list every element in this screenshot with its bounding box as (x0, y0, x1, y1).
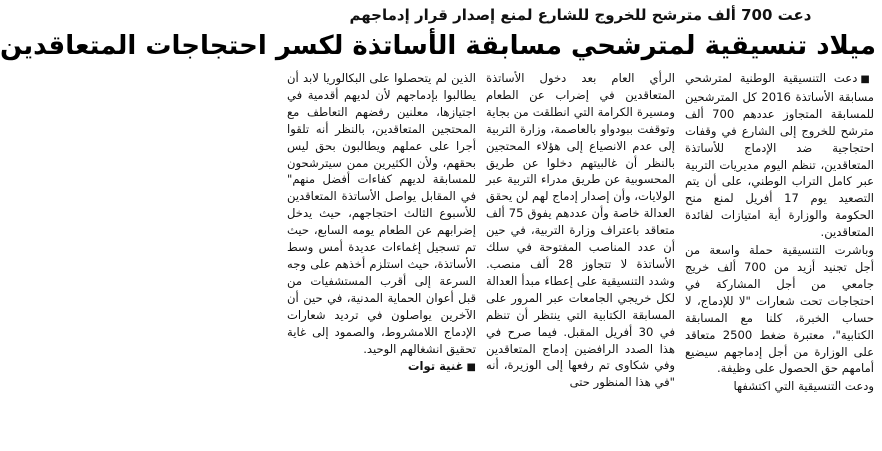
article-paragraph: الذين لم يتحصلوا على البكالوريا لابد أن يطالبوا بإدماجهم لأن لديهم أقدمية في اجتيازها، معلنين رفضهم التعاطف مع المحتجين المتعاقدين، بالنظر أنه تلقوا أجرا على عملهم ويطالبون بحق ليس بحقهم، ولأن الكثيرين ممن سيترشحون للمسابقة لديهم كفاءات أفضل منهم" في المقابل يواصل الأساتذة المتعاقدين للأسبوع الثالث احتجاجهم، حيث يدخل إضرابهم عن الطعام يومه السابع، حيث تم تسجيل إغماءات عديدة أمس وسط الأساتذة، حيث استلزم أخذهم على وجه السرعة إلى أقرب المستشفيات من قبل أعوان الحماية المدنية، في حين أن الآخرين يواصلون في ترديد شعارات الإدماج اللامشروط، والصمود إلى غاية تحقيق انشغالهم الوحيد. (287, 71, 476, 356)
article-byline: ■غنية توات (407, 359, 476, 374)
article-paragraph: ■دعت التنسيقية الوطنية لمترشحي مسابقة الأساتذة 2016 كل المترشحين للمسابقة المتجاوز عددهم 700 ألف مترشح للخروج إلى الشارع في وقفات احتجاجية ضد الإدماج للأساتذة المتعاقدين، تنظم اليوم مديريات التربية عبر كامل التراب الوطني، على أن يتم التصعيد يوم 17 أفريل لمنع منح الحكومة والوزارة أية امتيازات لفائدة المتعاقدين. (685, 71, 875, 240)
article-paragraph: الرأي العام بعد دخول الأساتذة المتعاقدين في إضراب عن الطعام ومسيرة الكرامة التي انطلقت من بجاية وتوقفت ببودواو بالعاصمة، وزارة التربية إلى عدم الانصياع إلى هؤلاء المحتجين بالنظر أن غالبيتهم دخلوا عن طريق المحسوبية عن طريق مدراء التربية عبر الولايات، وأن إصدار إدماج لهم لن يحقق العدالة خاصة وأن عددهم يفوق 75 ألف متعاقد باعتراف وزارة التربية، في حين أن عدد المناصب المفتوحة في سلك الأساتذة لا تتجاوز 28 ألف منصب. وشدد التنسيقية على إعطاء مبدأ العدالة لكل خريجي الجامعات عبر المرور على المسابقة الكتابية التي ينتظر أن تنظم في 30 أفريل المقبل. فيما صرح في هذا الصدد الرافضين إدماج المتعاقدين وفي شكاوى تم رفعها إلى الوزيرة، أنه "في هذا المنظور حتى (486, 71, 675, 390)
article-column-left (287, 70, 476, 447)
article-paragraph: ودعت التنسيقية التي اكتشفها (733, 379, 874, 394)
article-body (287, 70, 874, 447)
article-column-middle (486, 70, 675, 447)
article-paragraph: وباشرت التنسيقية حملة واسعة من أجل تجنيد أزيد من 700 ألف خريج جامعي من أجل المشاركة في احتجاجات تحت شعارات "لا للإدماج، لا حساب الخبرة، كلنا مع المسابقة الكتابية"، معتبرة ضغط 2500 متعاقد على الوزارة من أجل إدماجهم سيضيع أمامهم حق الحصول على وظيفة. (685, 243, 875, 376)
article-kicker: دعت 700 ألف مترشح للخروج للشارع لمنع إصدار قرار إدماجهم (349, 6, 812, 24)
bullet-square-icon: ■ (860, 74, 874, 85)
article-column-right (685, 70, 874, 447)
article-headline: ميلاد تنسيقية لمترشحي مسابقة الأساتذة لكسر احتجاجات المتعاقدين (0, 31, 876, 61)
bullet-square-icon: ■ (466, 362, 476, 374)
